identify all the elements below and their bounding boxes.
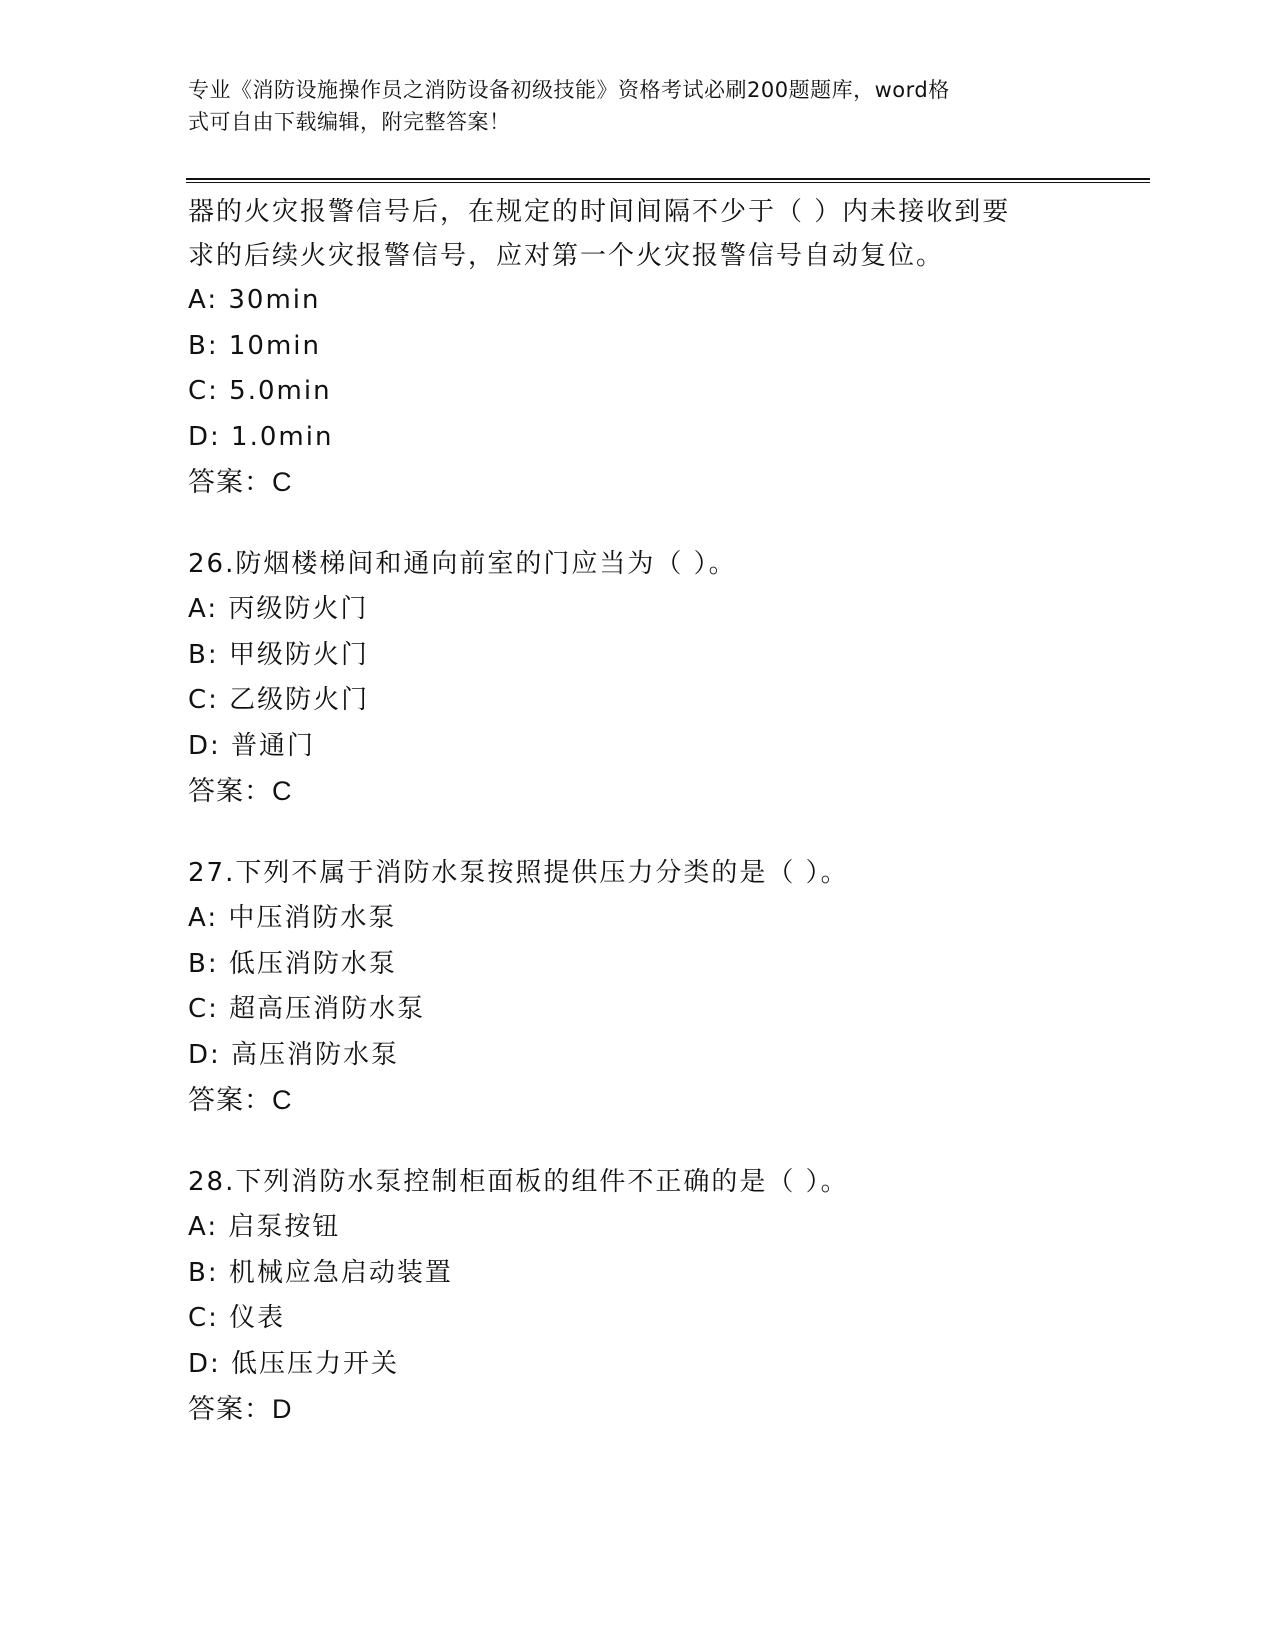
question-27 (188, 851, 1088, 1124)
document-header (188, 74, 1088, 138)
option-a: A: 中压消防水泵 (188, 903, 397, 933)
option-d: D: 高压消防水泵 (188, 1039, 400, 1070)
header-line-1: 专业《消防设施操作员之消防设备初级技能》资格考试必刷200题题库，word格 (188, 78, 950, 102)
option-d: D: 低压压力开关 (188, 1348, 400, 1379)
question-stem-line-1: 器的火灾报警信号后，在规定的时间间隔不少于（ ）内未接收到要 (188, 197, 1011, 227)
question-stem: 28.下列消防水泵控制柜面板的组件不正确的是（ ）。 (188, 1166, 849, 1197)
option-b: B: 甲级防火门 (188, 639, 369, 670)
answer-label: 答案：C (188, 1085, 293, 1115)
question-26 (188, 542, 1088, 815)
option-c: C: 乙级防火门 (188, 685, 370, 715)
question-stem-line-2: 求的后续火灾报警信号，应对第一个火灾报警信号自动复位。 (188, 241, 945, 271)
answer-label: 答案：D (188, 1394, 293, 1424)
answer-label: 答案：C (188, 776, 293, 806)
question-stem: 26.防烟楼梯间和通向前室的门应当为（ ）。 (188, 548, 737, 579)
header-divider (186, 178, 1150, 183)
question-28 (188, 1160, 1088, 1433)
option-b: B: 机械应急启动装置 (188, 1257, 453, 1288)
question-stem: 27.下列不属于消防水泵按照提供压力分类的是（ ）。 (188, 857, 849, 888)
option-b: B: 低压消防水泵 (188, 948, 397, 979)
option-d: D: 普通门 (188, 730, 316, 761)
answer-label: 答案：C (188, 467, 293, 497)
option-b: B: 10min (188, 330, 321, 361)
option-d: D: 1.0min (188, 421, 334, 452)
option-a: A: 启泵按钮 (188, 1212, 341, 1242)
question-list (188, 190, 1088, 1433)
header-line-2: 式可自由下载编辑，附完整答案！ (188, 110, 511, 134)
option-c: C: 5.0min (188, 376, 332, 406)
option-a: A: 30min (188, 285, 321, 315)
option-c: C: 仪表 (188, 1303, 286, 1333)
option-c: C: 超高压消防水泵 (188, 994, 426, 1024)
question-stem (188, 190, 1088, 278)
question-25-continued (188, 190, 1088, 506)
option-a: A: 丙级防火门 (188, 594, 369, 624)
